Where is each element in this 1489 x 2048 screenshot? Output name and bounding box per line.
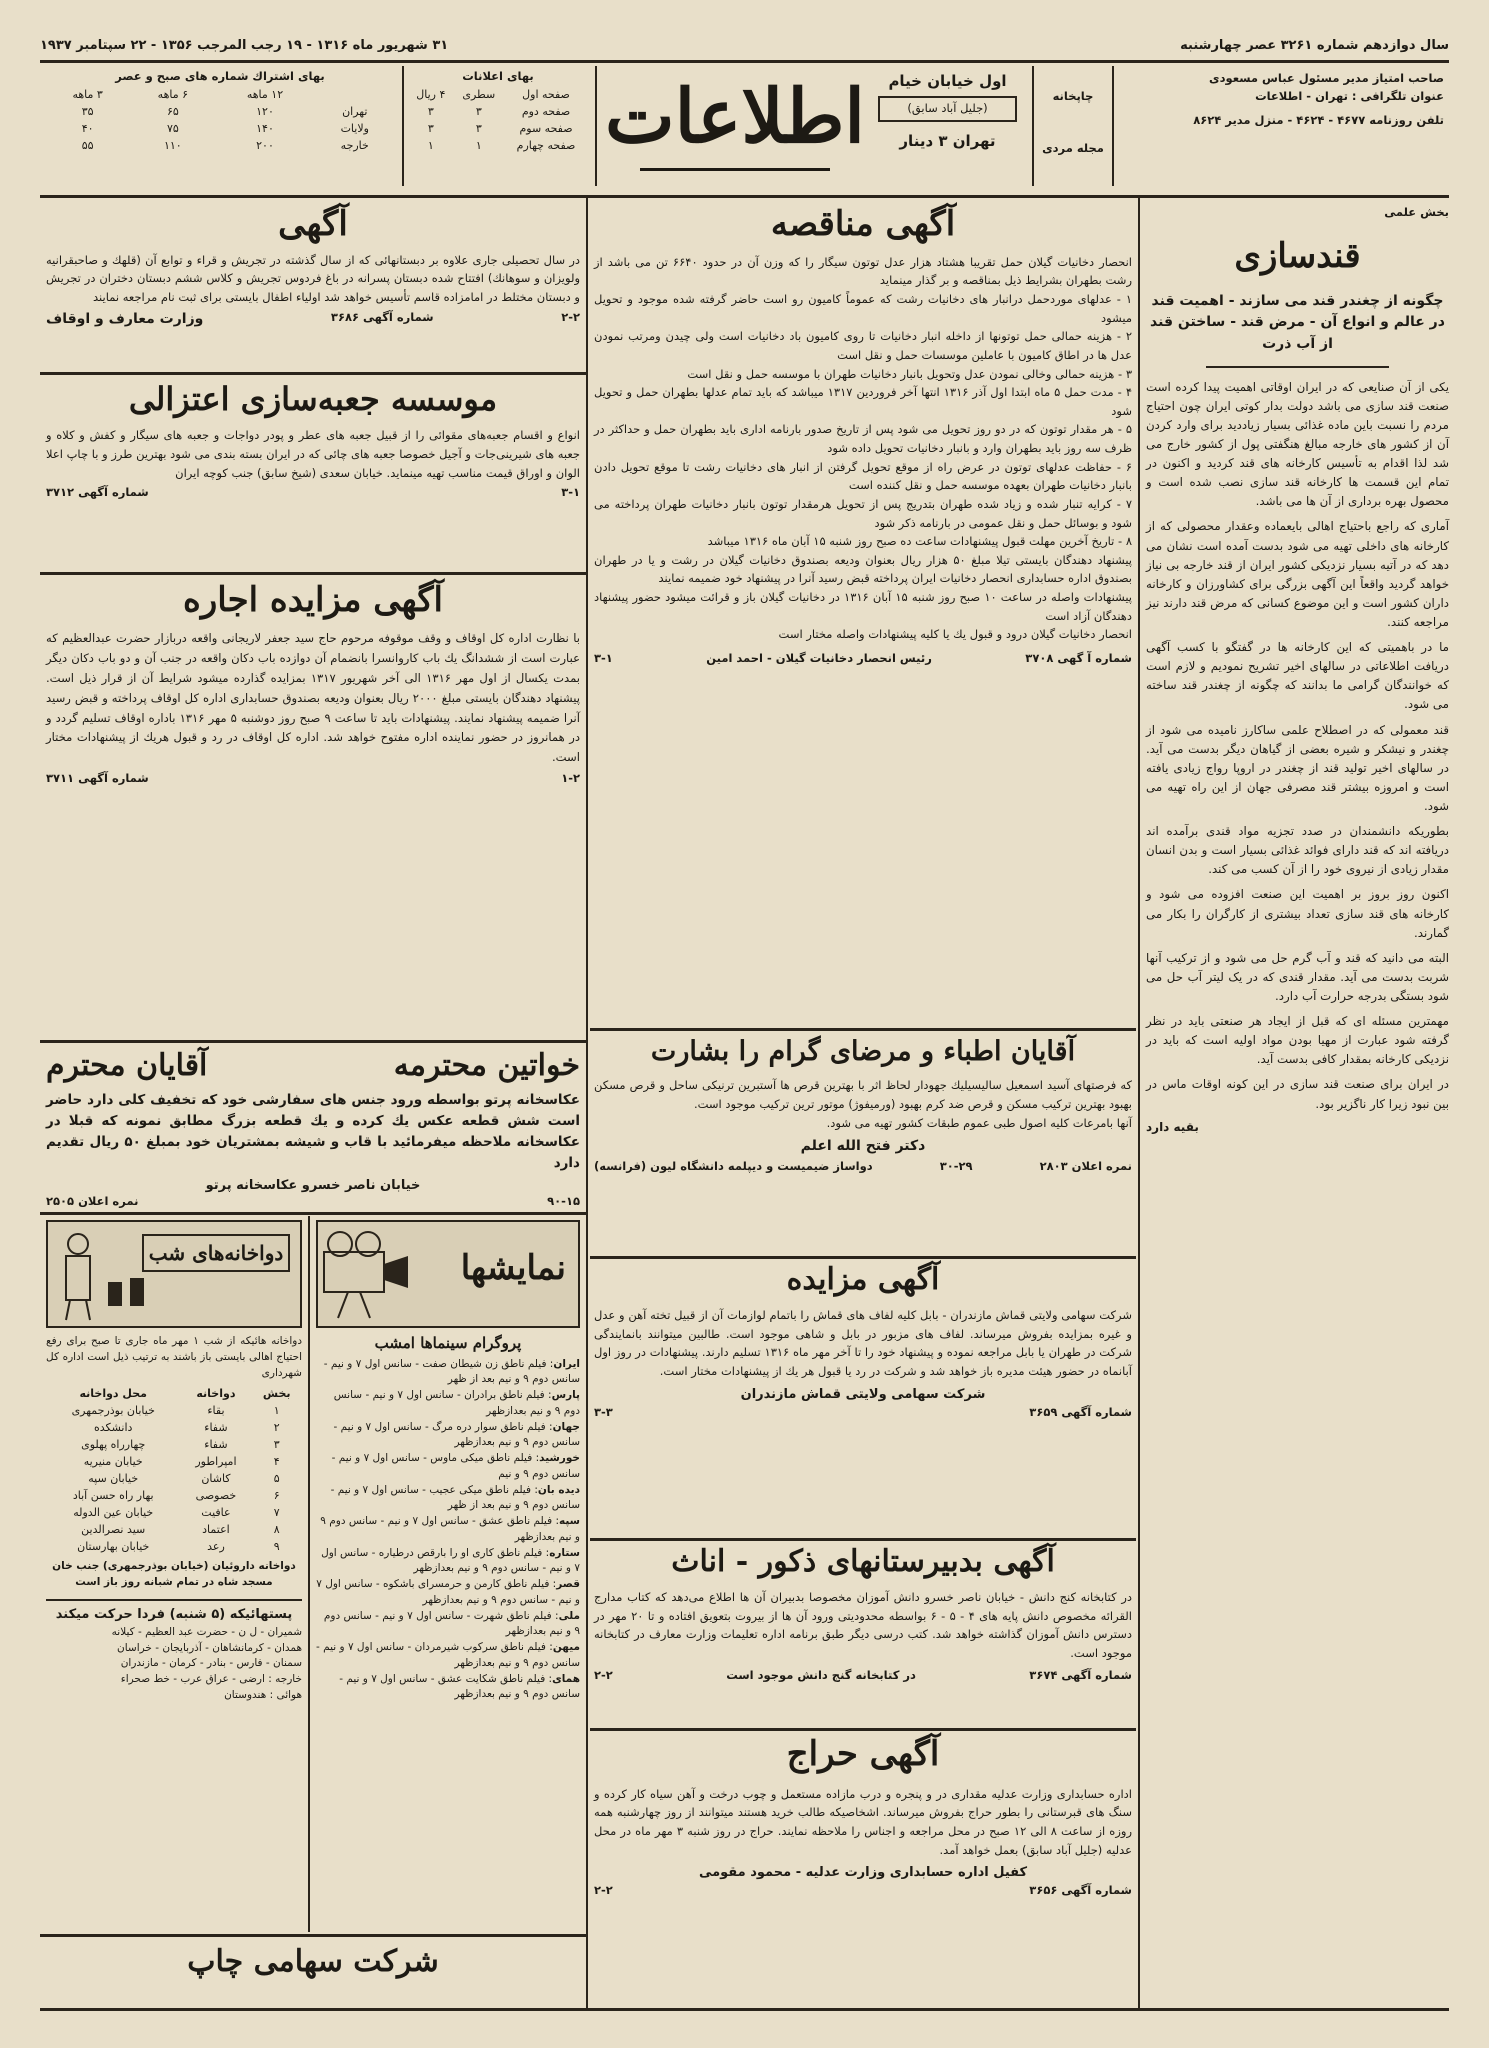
- newspaper-logo: اطلاعات: [605, 74, 865, 160]
- tender-item: پیشنهادات واصله در ساعت ۱۰ صبح روز شنبه ۱۵ آبان ۱۳۱۶ در دخانیات گیلان باز و قرائت میشود حضور پیشنهاد دهندگان آزاد است: [594, 590, 1132, 623]
- tender-item: ۷ - کرایه تنبار شده و زیاد شده طهران بتدریج پس از تحویل هرمقدار توتون بانبار دخانیات طهران پرداخته می شود و بوسائل حمل و نقل عمومی در بارنامه ذکر شود: [594, 496, 1132, 530]
- sale-ad: [594, 1734, 1132, 1900]
- address-title: اول خیابان خیام: [888, 72, 1007, 90]
- cinema-item: دیده بان: فیلم ناطق میکی عجیب - سانس اول ۷ و نیم - سانس دوم ۹ و نیم بعد از ظهر: [330, 1483, 580, 1512]
- sale-signature: کفیل اداره حسابداری وزارت عدلیه - محمود مقومی: [698, 1865, 1028, 1881]
- rent-auction-ad-number: شماره آگهی ۳۷۱۱: [46, 771, 149, 786]
- address-sub: (جلیل آباد سابق): [878, 96, 1017, 122]
- pharmacy-row: ۸ اعتماد سید نصرالدین: [81, 1523, 280, 1537]
- pharmacy-row: ۹ رعد خیابان بهارستان: [77, 1540, 280, 1554]
- photo-studio-title-ladies: خواتین محترمه: [393, 1048, 580, 1083]
- photo-studio-footer: [46, 1193, 580, 1211]
- cloth-auction-footer: [594, 1404, 1132, 1422]
- subscription-title: بهای اشتراك شماره های صبح و عصر: [115, 69, 325, 83]
- science-title: قندسازی: [1234, 235, 1361, 276]
- box-making-count: ۳-۱: [561, 485, 580, 500]
- teachers-ad: [594, 1544, 1132, 1684]
- tender-count: ۳-۱: [594, 650, 613, 665]
- notice-count: ۲-۲: [561, 309, 580, 324]
- cinema-item: پارس: فیلم ناطق برادران - سانس اول ۷ و نیم - سانس دوم ۹ و نیم بعدازظهر: [333, 1389, 580, 1417]
- photo-studio-ad: [46, 1048, 580, 1211]
- tender-ad-number: شماره آ گهی ۳۷۰۸: [1025, 650, 1132, 665]
- ads-price-table: صفحه اول سطری ۴ ریال صفحه دوم ۳ ۳ صفحه سوم ۳ ۳ صفحه چهارم ۱ ۱: [416, 87, 576, 152]
- post-list: [46, 1625, 302, 1704]
- subscription-block: [45, 68, 395, 154]
- cinema-list: [316, 1357, 580, 1704]
- pharmacy-section: [46, 1220, 302, 1704]
- science-subtitle: چگونه از چغندر قند می سازند - اهمیت قند در عالم و انواع آن - مرض قند - ساختن قند از آب ذرت: [1150, 292, 1445, 352]
- logo-underline: [640, 168, 830, 171]
- sale-ad-number: شماره آگهی ۳۶۵۶: [1029, 1883, 1132, 1898]
- teachers-body: در کتابخانه کنج دانش - خیابان ناصر خسرو دانش آموزان مخصوصا بدبیران آن ها اطلاع می‌دهد که کتاب مدارج القرائه مخصوص دانش پایه های ۴ - ۵ - ۶ بواسطه محدودیتی ورود آن ها از بیروت بتعویق افتاده و تا ۲۰ مهر در دسترس دانش آموزان گذاشته خواهد شد. کتب درسی دیگر طبق برنامه اداره تعلیمات وزارت معارف در کتابخانه موجود است.: [594, 1590, 1132, 1660]
- box-making-footer: [46, 484, 580, 502]
- cinema-item: میهن: فیلم ناطق سرکوب شیرمردان - سانس اول ۷ و نیم - سانس دوم ۹ و نیم بعدازظهر: [316, 1641, 580, 1669]
- cinema-item: جهان: فیلم ناطق سوار دره مرگ - سانس اول ۷ و نیم - سانس دوم ۹ و نیم بعدازظهر: [333, 1420, 580, 1449]
- cinema-section: [316, 1220, 580, 1703]
- tender-item: ۲ - هزینه حمالی حمل توتونها از داخله انبار دخانیات تا روی کامیون باد دخانیات است ولی چیدن ومرتب نمودن عدل ها در اطاق کامیون با عاملین موسسات حمل و نقل است: [594, 329, 1132, 362]
- masthead-side-note: چاپخانه: [1052, 89, 1094, 103]
- notice-ad-number: شماره آگهی ۳۶۸۶: [330, 309, 434, 324]
- pharmacy-row: ۳ شفاء چهارراه پهلوی: [81, 1438, 280, 1452]
- notice-footer: [46, 309, 580, 331]
- cloth-auction-signature: شرکت سهامی ولایتی قماش مازندران: [740, 1386, 986, 1402]
- pharmacy-row: ۲ شفاء دانشکده: [94, 1421, 280, 1435]
- cinema-item: ستاره: فیلم ناطق کاری او را بارقص درطیاره - سانس اول ۷ و نیم - سانس دوم ۹ و نیم بعدازظهر: [321, 1546, 580, 1575]
- tender-item: ۴ - مدت حمل ۵ ماه ابتدا اول آذر ۱۳۱۶ انتها آخر فروردین ۱۳۱۷ میباشد که باید تمام عدلها بطهران حمل و تحویل شود: [594, 385, 1132, 418]
- post-row: خارجه : ارضی - عراق عرب - خط صحراء: [120, 1673, 302, 1685]
- sale-footer: [594, 1882, 1132, 1900]
- pharmacy-banner-text: دواخانه‌های شب: [142, 1234, 290, 1272]
- tender-item: ۱ - عدلهای موردحمل درانبار های دخانیات رشت که عموماً کامیون رو است حاضر گرفته شده موجود و تحویل میشود: [594, 292, 1132, 325]
- teachers-count: ۲-۲: [594, 1667, 613, 1682]
- physicians-body: که فرصتهای آسید اسمعیل سالیسیلیك جهودار لحاظ اثر با بهترین قرص ها آستبرین ترنیکی ساحل و قرص مسکن بهبود بهترین تركیب مسكن و قرص ضد كرم بهبود (ورمیفوژ) موتور ترین تركیب موجود است.: [594, 1078, 1132, 1112]
- address-block: [870, 72, 1025, 150]
- photo-studio-count: ۹۰-۱۵: [547, 1193, 580, 1208]
- post-title: پستهائیکه (۵ شنبه) فردا حرکت میکند: [55, 1606, 293, 1622]
- cinema-item: ملی: فیلم ناطق شهرت - سانس اول ۷ و نیم - سانس دوم ۹ و نیم بعدازظهر: [323, 1609, 580, 1638]
- science-paragraph: البته می دانید که قند و آب گرم حل می شود و از ترکیب آنها شربت بدست می آید. مقدار قندی که در یک لیتر آب حل می شود بستگی بدرجه حرارت آب دارد.: [1146, 950, 1449, 1003]
- tender-item: ۵ - هر مقدار توتون که در دو روز تحویل می شود پس از تاریخ صدور بارنامه اداری باید بطهران حمل و حداکثر در ظرف سه روز باید بطهران وارد و بانبار دخانیات تحویل داده شود: [594, 422, 1132, 456]
- physicians-body-2: آنها بامرعات کلیه اصول طبی عموم طبقات کشور تهیه می شود.: [826, 1115, 1132, 1130]
- teachers-ad-number: شماره آگهی ۳۶۷۴: [1029, 1667, 1132, 1682]
- photo-studio-titles: [46, 1048, 580, 1084]
- box-making-ad: [46, 380, 580, 502]
- post-row: همدان - کرمانشاهان - آذربایجان - خراسان: [117, 1641, 302, 1654]
- science-paragraph: ما در باهمیتی که این کارخانه ها در گفتگو با کسب آگهی دریافت اطلاعاتی در سالهای اخیر تشریح نمودیم و لازم است که خوانندگان گرامی ما بدانند که چگونه از چغندر قند ساخته می شود.: [1146, 640, 1449, 712]
- pharmacy-note: دواخانه داروئیان (خیابان بوذرجمهری) جنب خان مسجد شاه در تمام شبانه روز باز است: [52, 1560, 296, 1588]
- science-paragraph: بطوریکه دانشمندان در صدد تجزیه مواد قندی برآمده اند دریافته اند که قند دارای فوائد غذائی بسیار است و بدن انسان مقدار زیادی از نیروی خود را از آن کسب می کند.: [1146, 824, 1449, 877]
- cloth-auction-title: آگهی مزایده: [786, 1262, 940, 1297]
- notice-title: آگهی: [278, 204, 348, 244]
- tender-intro: انحصار دخانیات گیلان حمل تقریبا هشتاد هزار عدل توتون سیگار را که وزن آن در حدود ۶۶۴۰ تن می باشد از رشت بطهران بشرایط ذیل بمناقصه و بر گذار مینماید: [594, 254, 1132, 288]
- cloth-auction-ad-number: شماره آگهی ۳۶۵۹: [1029, 1404, 1132, 1419]
- photo-studio-title-gentlemen: آقایان محترم: [46, 1048, 208, 1083]
- rent-auction-footer: [46, 770, 580, 788]
- tender-ad: [594, 204, 1132, 668]
- science-paragraph: آماری که راجع باحتیاج اهالی بایعماده وعقدار محصولی که از کارخانه های داخلی تهیه می شود بدست آمده است نشان می دهد که در آتیه بسیار نزدیکی کشور ایران از قند خارجه بی نیاز خواهد گردید واقعاً این آگهی بزرگی برای کشاورزان و کارخانه داران کشور است و این موضوع کسانی که مرض قند دارند نیز مراجعه کنند.: [1146, 519, 1449, 629]
- notice-ad: [46, 204, 580, 330]
- rent-auction-ad: [46, 580, 580, 788]
- sale-count: ۲-۲: [594, 1883, 613, 1898]
- tender-title: آگهی مناقصه: [770, 204, 956, 244]
- teachers-footer: [594, 1667, 1132, 1685]
- teachers-title: آگهی بدبیرستانهای ذکور - اناث: [671, 1544, 1055, 1579]
- cloth-auction-ad: [594, 1262, 1132, 1421]
- rent-auction-count: ۱-۲: [561, 771, 580, 786]
- science-paragraph: قند معمولی که در اصطلاح علمی ساکارز نامیده می شود از چغندر و نیشکر و شیره بعضی از گیاهان دیگر بدست می آید. در سالهای اخیر تولید قند از چغندر در اروپا رواج زیادی یافته است و امروزه بیشتر قند مصرفی جهان از این راه تهیه می شود.: [1146, 722, 1449, 813]
- physicians-count: ۳۰-۲۹: [939, 1159, 973, 1174]
- masthead-side-note-2: مجله مردی: [1042, 141, 1104, 155]
- physicians-footer: [594, 1158, 1132, 1176]
- pharmacy-row: ۴ امپراطور خیابان منیریه: [83, 1455, 280, 1469]
- tender-item: ۳ - هزینه حمالی وخالی نمودن عدل وتحویل بانبار دخانیات طهران با موسسه حمل و نقل است: [687, 366, 1132, 381]
- doctor-title: دواساز ضیمیست و دیپلمه دانشگاه لیون (فرانسه): [594, 1159, 873, 1174]
- science-paragraph: یکی از آن صنایعی که در ایران اوقاتی اهمیت پیدا کرده است صنعت قند سازی می باشد دولت بدار کوتی ایران چون احتیاج مردم را نسبت باین ماده غذائی بسیار زیاددید برای وارد کردن آن از کشور های خارجه مبالغ هنگفتی پول از کشور خارج می شد لذا اقدام به تأسیس کارخانه های قند کردید و اکنون در تمام این قسمت ها کارخانه قند سازی نصب شده است و محصول بهره برداری از آن ها می باشد.: [1146, 379, 1449, 509]
- cloth-auction-body: شرکت سهامی ولایتی قماش مازندران - بابل کلیه لفاف های قماش را باتمام لوازمات آن از قبیل تخته آهن و عدل و غیره بمزایده بفروش میرساند. لفاف های مزبور در بابل و شاهی موجود است. طالبین میتوانند بانمایندگی شرکت در طهران یا بابل مراجعه نموده و پیشنهاد خود را تا آخر مهر ماه ۱۳۱۶ تسلیم دارند. پیشنهادات در روز اول آبانماه در حضور هیئت مدیره باز خواهد شد و شرکت در رد یا قبول هر یك از پیشنهادات مختار است.: [594, 1308, 1132, 1378]
- cinema-banner-illustration: [316, 1220, 580, 1328]
- science-paragraph: اکنون روز بروز بر اهمیت این صنعت افزوده می شود و کارخانه های قند سازی تعداد بیشتری از کارگران را بکار می گمارند.: [1146, 887, 1449, 940]
- tender-signature: رئیس انحصار دخانیات گیلان - احمد امین: [706, 650, 932, 665]
- cinema-item: سپه: فیلم ناطق عشق - سانس اول ۷ و نیم - سانس دوم ۹ و نیم بعدازظهر: [320, 1515, 580, 1543]
- cinema-item: قصر: فیلم ناطق کارمن و حرمسرای باشکوه - سانس اول ۷ و نیم - سانس دوم ۹ و نیم بعدازظهر: [316, 1578, 580, 1606]
- pharmacy-row: ۷ عافیت خیابان عین الدوله: [73, 1506, 280, 1520]
- photo-studio-ad-number: نمره اعلان ۲۵۰۵: [46, 1193, 139, 1208]
- tender-item: پیشنهاد دهندگان بایستی تیلا مبلغ ۵۰ هزار ریال بعنوان ودیعه بصندوق دخانیات گیلان در رشت و یا در طهران بصندوق اداره حسابداری انحصار دخانیات ایران پرداخته قبض رسید آنرا در پیشنهاد خود ضمیمه نمایند: [594, 552, 1133, 586]
- issue-info: سال دوازدهم شماره ۳۲۶۱ عصر چهارشنبه: [1180, 38, 1449, 53]
- cinema-program-title: پروگرام سینماها امشب: [374, 1334, 522, 1352]
- rent-auction-title: آگهی مزایده اجاره: [183, 580, 443, 620]
- science-paragraph: در ایران برای صنعت قند سازی در این کونه اوقات ماس در بین نبود زیرا کار ناگزیر بود.: [1146, 1077, 1449, 1111]
- post-row: شمیران - ل ن - حضرت عبد العظیم - کیلانه: [111, 1625, 302, 1638]
- price-line: تهران ۳ دینار: [899, 131, 996, 150]
- issue-date: ۳۱ شهریور ماه ۱۳۱۶ - ۱۹ رجب المرجب ۱۳۵۶ - ۲۲ سپتامبر ۱۹۳۷: [40, 38, 449, 53]
- tender-item: ۶ - حفاظت عدلهای توتون در عرض راه از موقع تحویل گرفتن از انبار های دخانیات رشت تا موقع تحویل دادن بانبار دخانیات طهران بعهده موسسه حمل و نقل کننده است: [594, 459, 1132, 493]
- doctor-name: دکتر فتح الله اعلم: [800, 1138, 926, 1155]
- masthead-rule: [40, 60, 1449, 63]
- ads-price-block: [408, 68, 588, 154]
- cloth-auction-count: ۳-۳: [594, 1404, 613, 1419]
- teachers-signature: در کتابخانه گنج دانش موجود است: [726, 1667, 916, 1682]
- rent-auction-body: با نظارت اداره کل اوقاف و وقف موقوفه مرحوم حاج سید جعفر لاریجانی واقعه دربازار حضرت عبدالعظیم که عبارت است از ششدانگ یك باب کاروانسرا بانضمام آن دوازده باب دکان واقعه در جنب آن و دو باب دکان دیگر بمدت یکسال از اول مهر ۱۳۱۶ الی آخر شهریور ۱۳۱۷ بمزایده گذارده میشود شرایط آن از قرار ذیل است. پیشنهاد دهندگان بایستی مبلغ ۲۰۰۰ ریال بعنوان ودیعه بصندوق حسابداری اداره کل اوقاف پرداخته و قبض رسید آنرا ضمیمه پیشنهاد نمایند. پیشنهادات باید تا ساعت ۹ صبح روز دوشنبه ۵ مهر ۱۳۱۶ باداره اوقاف تسلیم گردد و در همانروز در حضور نماینده اداره مفتوح خواهد شد. اداره کل اوقاف در رد و قبول هریك از پیشنهادات مختار است.: [46, 630, 580, 765]
- owner-line: صاحب امتیاز مدیر مسئول عباس مسعودی: [1209, 71, 1444, 85]
- physicians-ad: [594, 1036, 1132, 1176]
- pharmacy-row: ۶ خصوصی بهار راه حسن آباد: [72, 1489, 280, 1503]
- ads-price-title: بهای اعلانات: [462, 69, 534, 83]
- photo-studio-address: خیابان ناصر خسرو عکاسخانه پرتو: [205, 1177, 421, 1193]
- phone-line: تلفن روزنامه ۴۶۷۷ - ۴۶۲۴ - منزل مدیر ۸۶۲۴: [1193, 112, 1444, 127]
- cinema-item: خورشید: فیلم ناطق میکی ماوس - سانس اول ۷ و نیم - سانس دوم ۹ و نیم: [331, 1452, 580, 1480]
- cinema-banner-text: نمایشها: [460, 1248, 566, 1288]
- masthead-owner-block: [1114, 70, 1444, 129]
- science-article: [1146, 204, 1449, 1134]
- pharmacy-row: ۱ بقاء خیابان بوذرجمهری: [71, 1404, 280, 1418]
- cinema-item: همای: فیلم ناطق شکایت عشق - سانس اول ۷ و نیم - سانس دوم ۹ و نیم بعدازظهر: [339, 1672, 580, 1701]
- pharmacy-row: ۵ کاشان خیابان سپه: [88, 1472, 280, 1486]
- notice-signature: وزارت معارف و اوقاف: [46, 310, 204, 327]
- tender-footer: [594, 650, 1132, 668]
- post-row: هوائی : هندوستان: [224, 1688, 302, 1701]
- sale-body: اداره حسابداری وزارت عدلیه مقداری در و پنجره و درب مازاده مستعمل و چوب درخت و آهن سیاه کار کرده و سنگ های قبرستانی را بطور حراج بفروش میرساند. اشخاصیکه طالب خرید هستند میتوانند از روز چهارشنبه همه روزه از ساعت ۸ الی ۱۲ صبح در محل مراجعه و اجناس را ملاحظه نمایند. حراج در روز شنبه ۳ مهر ماه در محل عدلیه (جلیل آباد سابق) بعمل خواهد آمد.: [594, 1786, 1132, 1857]
- post-row: سمنان - فارس - بنادر - کرمان - مازندران: [120, 1657, 302, 1670]
- physicians-title: آقایان اطباء و مرضای گرام را بشارت: [650, 1036, 1076, 1067]
- subscription-table: ۱۲ ماهه ۶ ماهه ۳ ماهه تهران ۱۲۰ ۶۵ ۳۵ ولایات ۱۴۰ ۷۵ ۴۰ خارجه ۲۰۰ ۱۱۰ ۵۵: [72, 87, 369, 152]
- box-making-title: موسسه جعبه‌سازی اعتزالی: [128, 380, 498, 418]
- science-paragraph: مهمترین مسئله ای که قبل از ایجاد هر صنعتی باید در نظر گرفته شود عبارت از مهیا بودن مواد اولیه است که باید در نزدیکی کارخانه بمقدار کافی بدست آید.: [1146, 1014, 1449, 1067]
- pharmacy-table: بخش دواخانه محل دواخانه ۱ بقاء خیابان بوذرجمهری ۲ شفاء دانشکده ۳ شفاء چهارراه پهلوی ۴ امپراطور خیابان منیریه ۵ کاشان خیابان سپه ۶ خصوصی بهار راه حسن آباد ۷ عافیت خیابان عین الدوله ۸ اعتماد سید نصرالدین ۹ رعد خیابان بهارستان: [46, 1385, 302, 1555]
- photo-studio-body: عکاسخانه پرتو بواسطه ورود جنس های سفارشی خود که تخفیف کلی دارد حاضر است شش قطعه عکس یك کرده و یك قطعه بزرگ مطابق نمونه که قبلا در عکاسخانه ملاحظه میفرمائید با قاب و شیشه بمشتریان خود بمبلغ ۵۰ ریال تقدیم دارد: [46, 1092, 581, 1171]
- pharmacy-banner-illustration: [46, 1220, 302, 1328]
- cinema-item: ایران: فیلم ناطق زن شیطان صفت - سانس اول ۷ و نیم - سانس دوم ۹ و نیم بعد از ظهر: [323, 1357, 580, 1386]
- science-section-label: بخش علمی: [1384, 205, 1449, 219]
- box-making-body: انواع و اقسام جعبه‌های مقوائی را از قبیل جعبه های عطر و پودر دواجات و جعبه های سیگار و کفش و کلاه و جعبه های شیرینی‌جات و آجیل خصوصا جعبه های چائی که در ایران بسته بندی می شود بهترین طرز و با چاپ اعلا الوان و اوراق قیمت مناسب تهیه مینماید. خیابان سعدی (شیخ سابق) جنب کوچه ایران: [46, 428, 580, 480]
- notice-body: در سال تحصیلی جاری علاوه بر دبستانهائی که از سال گذشته در تجریش و قراء و توابع آن (قلهك و صاحبقرانیه ولویزان و سوهانك) افتتاح شده دبستان پسرانه در باغ فردوس تجریش و کلاس ششم دبستان دختران در تجریش و دبستان مختلط در امامزاده قاسم تأسیس خواهد شد اولیاء اطفال بایستی برای ثبت نام مراجعه نمایند: [46, 252, 580, 305]
- tender-item: انحصار دخانیات گیلان درود و قبول یك یا كلیه پیشنهادات واصله مختار است: [778, 627, 1132, 642]
- pharmacy-intro: دواخانه هائیکه از شب ۱ مهر ماه جاری تا صبح برای رفع احتیاج اهالی بایستی باز باشند به ترتیب ذیل است اداره کل شهرداری: [46, 1335, 302, 1379]
- physicians-ad-number: نمره اعلان ۲۸۰۳: [1039, 1159, 1132, 1174]
- sale-title: آگهی حراج: [786, 1734, 940, 1774]
- tender-item: ۸ - تاریخ آخرین مهلت قبول پیشنهادات ساعت ده صبح روز شنبه ۱۵ آبان ماه ۱۳۱۶ میباشد: [707, 534, 1132, 549]
- box-making-ad-number: شماره آگهی ۳۷۱۲: [46, 485, 149, 500]
- science-continued: بقیه دارد: [1146, 1119, 1199, 1134]
- telegraph-line: عنوان تلگرافی : تهران - اطلاعات: [1255, 88, 1444, 103]
- print-credit: شرکت سهامی چاپ: [187, 1944, 439, 1979]
